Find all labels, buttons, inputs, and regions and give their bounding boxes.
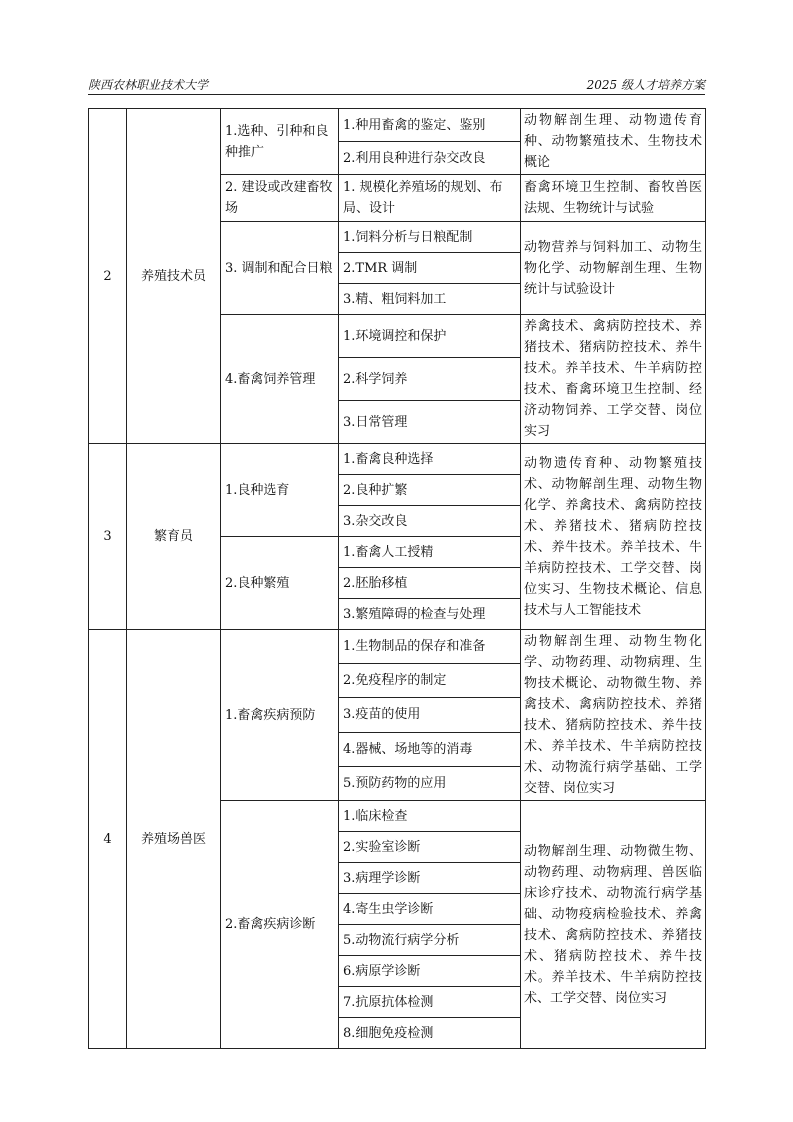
work-task: 2. 建设或改建畜牧场 bbox=[221, 175, 339, 222]
job-role: 繁育员 bbox=[127, 444, 221, 630]
sub-task: 2.实验室诊断 bbox=[339, 832, 521, 863]
work-task: 1.选种、引种和良种推广 bbox=[221, 109, 339, 175]
work-task: 2.良种繁殖 bbox=[221, 537, 339, 630]
sub-task: 3.繁殖障碍的检查与处理 bbox=[339, 599, 521, 630]
page-header bbox=[88, 76, 705, 95]
supporting-courses: 动物解剖生理、动物微生物、动物药理、动物病理、兽医临床诊疗技术、动物流行病学基础、动物疫病检验技术、养禽技术、禽病防控技术、养猪技术、猪病防控技术、养牛技术。养羊技术、牛羊病防控技术、工学交替、岗位实习 bbox=[521, 801, 706, 1049]
supporting-courses: 养禽技术、禽病防控技术、养猪技术、猪病防控技术、养牛技术。养羊技术、牛羊病防控技术、畜禽环境卫生控制、经济动物饲养、工学交替、岗位实习 bbox=[521, 315, 706, 444]
section-number: 3 bbox=[89, 444, 127, 630]
table-row bbox=[89, 444, 706, 475]
work-task: 2.畜禽疾病诊断 bbox=[221, 801, 339, 1049]
supporting-courses: 动物营养与饲料加工、动物生物化学、动物解剖生理、生物统计与试验设计 bbox=[521, 222, 706, 315]
sub-task: 1.临床检查 bbox=[339, 801, 521, 832]
sub-task: 1.环境调控和保护 bbox=[339, 315, 521, 358]
sub-task: 2.胚胎移植 bbox=[339, 568, 521, 599]
sub-task: 3.杂交改良 bbox=[339, 506, 521, 537]
sub-task: 5.动物流行病学分析 bbox=[339, 925, 521, 956]
sub-task: 1.畜禽良种选择 bbox=[339, 444, 521, 475]
supporting-courses: 动物解剖生理、动物生物化学、动物药理、动物病理、生物技术概论、动物微生物、养禽技术、禽病防控技术、养猪技术、猪病防控技术、养牛技术、养羊技术、牛羊病防控技术、动物流行病学基础、工学交替、岗位实习 bbox=[521, 630, 706, 801]
sub-task: 2.TMR 调制 bbox=[339, 253, 521, 284]
sub-task: 4.器械、场地等的消毒 bbox=[339, 732, 521, 766]
work-task: 1.畜禽疾病预防 bbox=[221, 630, 339, 801]
sub-task: 2.免疫程序的制定 bbox=[339, 664, 521, 698]
supporting-courses: 畜禽环境卫生控制、畜牧兽医法规、生物统计与试验 bbox=[521, 175, 706, 222]
sub-task: 3.日常管理 bbox=[339, 401, 521, 444]
section-number: 4 bbox=[89, 630, 127, 1049]
header-document-title: 2025 级人才培养方案 bbox=[586, 78, 705, 92]
sub-task: 1.种用畜禽的鉴定、鉴别 bbox=[339, 109, 521, 142]
sub-task: 4.寄生虫学诊断 bbox=[339, 894, 521, 925]
job-task-course-table bbox=[88, 108, 706, 1049]
sub-task: 1. 规模化养殖场的规划、布局、设计 bbox=[339, 175, 521, 222]
section-number: 2 bbox=[89, 109, 127, 444]
work-task: 4.畜禽饲养管理 bbox=[221, 315, 339, 444]
sub-task: 1.畜禽人工授精 bbox=[339, 537, 521, 568]
job-role: 养殖场兽医 bbox=[127, 630, 221, 1049]
sub-task: 1.饲料分析与日粮配制 bbox=[339, 222, 521, 253]
header-institution: 陕西农林职业技术大学 bbox=[88, 78, 209, 92]
sub-task: 3.精、粗饲料加工 bbox=[339, 284, 521, 315]
sub-task: 2.良种扩繁 bbox=[339, 475, 521, 506]
sub-task: 3.疫苗的使用 bbox=[339, 698, 521, 732]
sub-task: 5.预防药物的应用 bbox=[339, 766, 521, 800]
work-task: 1.良种选育 bbox=[221, 444, 339, 537]
table-row bbox=[89, 630, 706, 664]
supporting-courses: 动物解剖生理、动物遗传育种、动物繁殖技术、生物技术概论 bbox=[521, 109, 706, 175]
sub-task: 3.病理学诊断 bbox=[339, 863, 521, 894]
sub-task: 1.生物制品的保存和准备 bbox=[339, 630, 521, 664]
table-row bbox=[89, 109, 706, 142]
sub-task: 2.利用良种进行杂交改良 bbox=[339, 142, 521, 175]
supporting-courses: 动物遗传育种、动物繁殖技术、动物解剖生理、动物生物化学、养禽技术、禽病防控技术、养猪技术、猪病防控技术、养牛技术。养羊技术、牛羊病防控技术、工学交替、岗位实习、生物技术概论、信息技术与人工智能技术 bbox=[521, 444, 706, 630]
sub-task: 8.细胞免疫检测 bbox=[339, 1018, 521, 1049]
sub-task: 2.科学饲养 bbox=[339, 358, 521, 401]
work-task: 3. 调制和配合日粮 bbox=[221, 222, 339, 315]
job-role: 养殖技术员 bbox=[127, 109, 221, 444]
sub-task: 7.抗原抗体检测 bbox=[339, 987, 521, 1018]
sub-task: 6.病原学诊断 bbox=[339, 956, 521, 987]
